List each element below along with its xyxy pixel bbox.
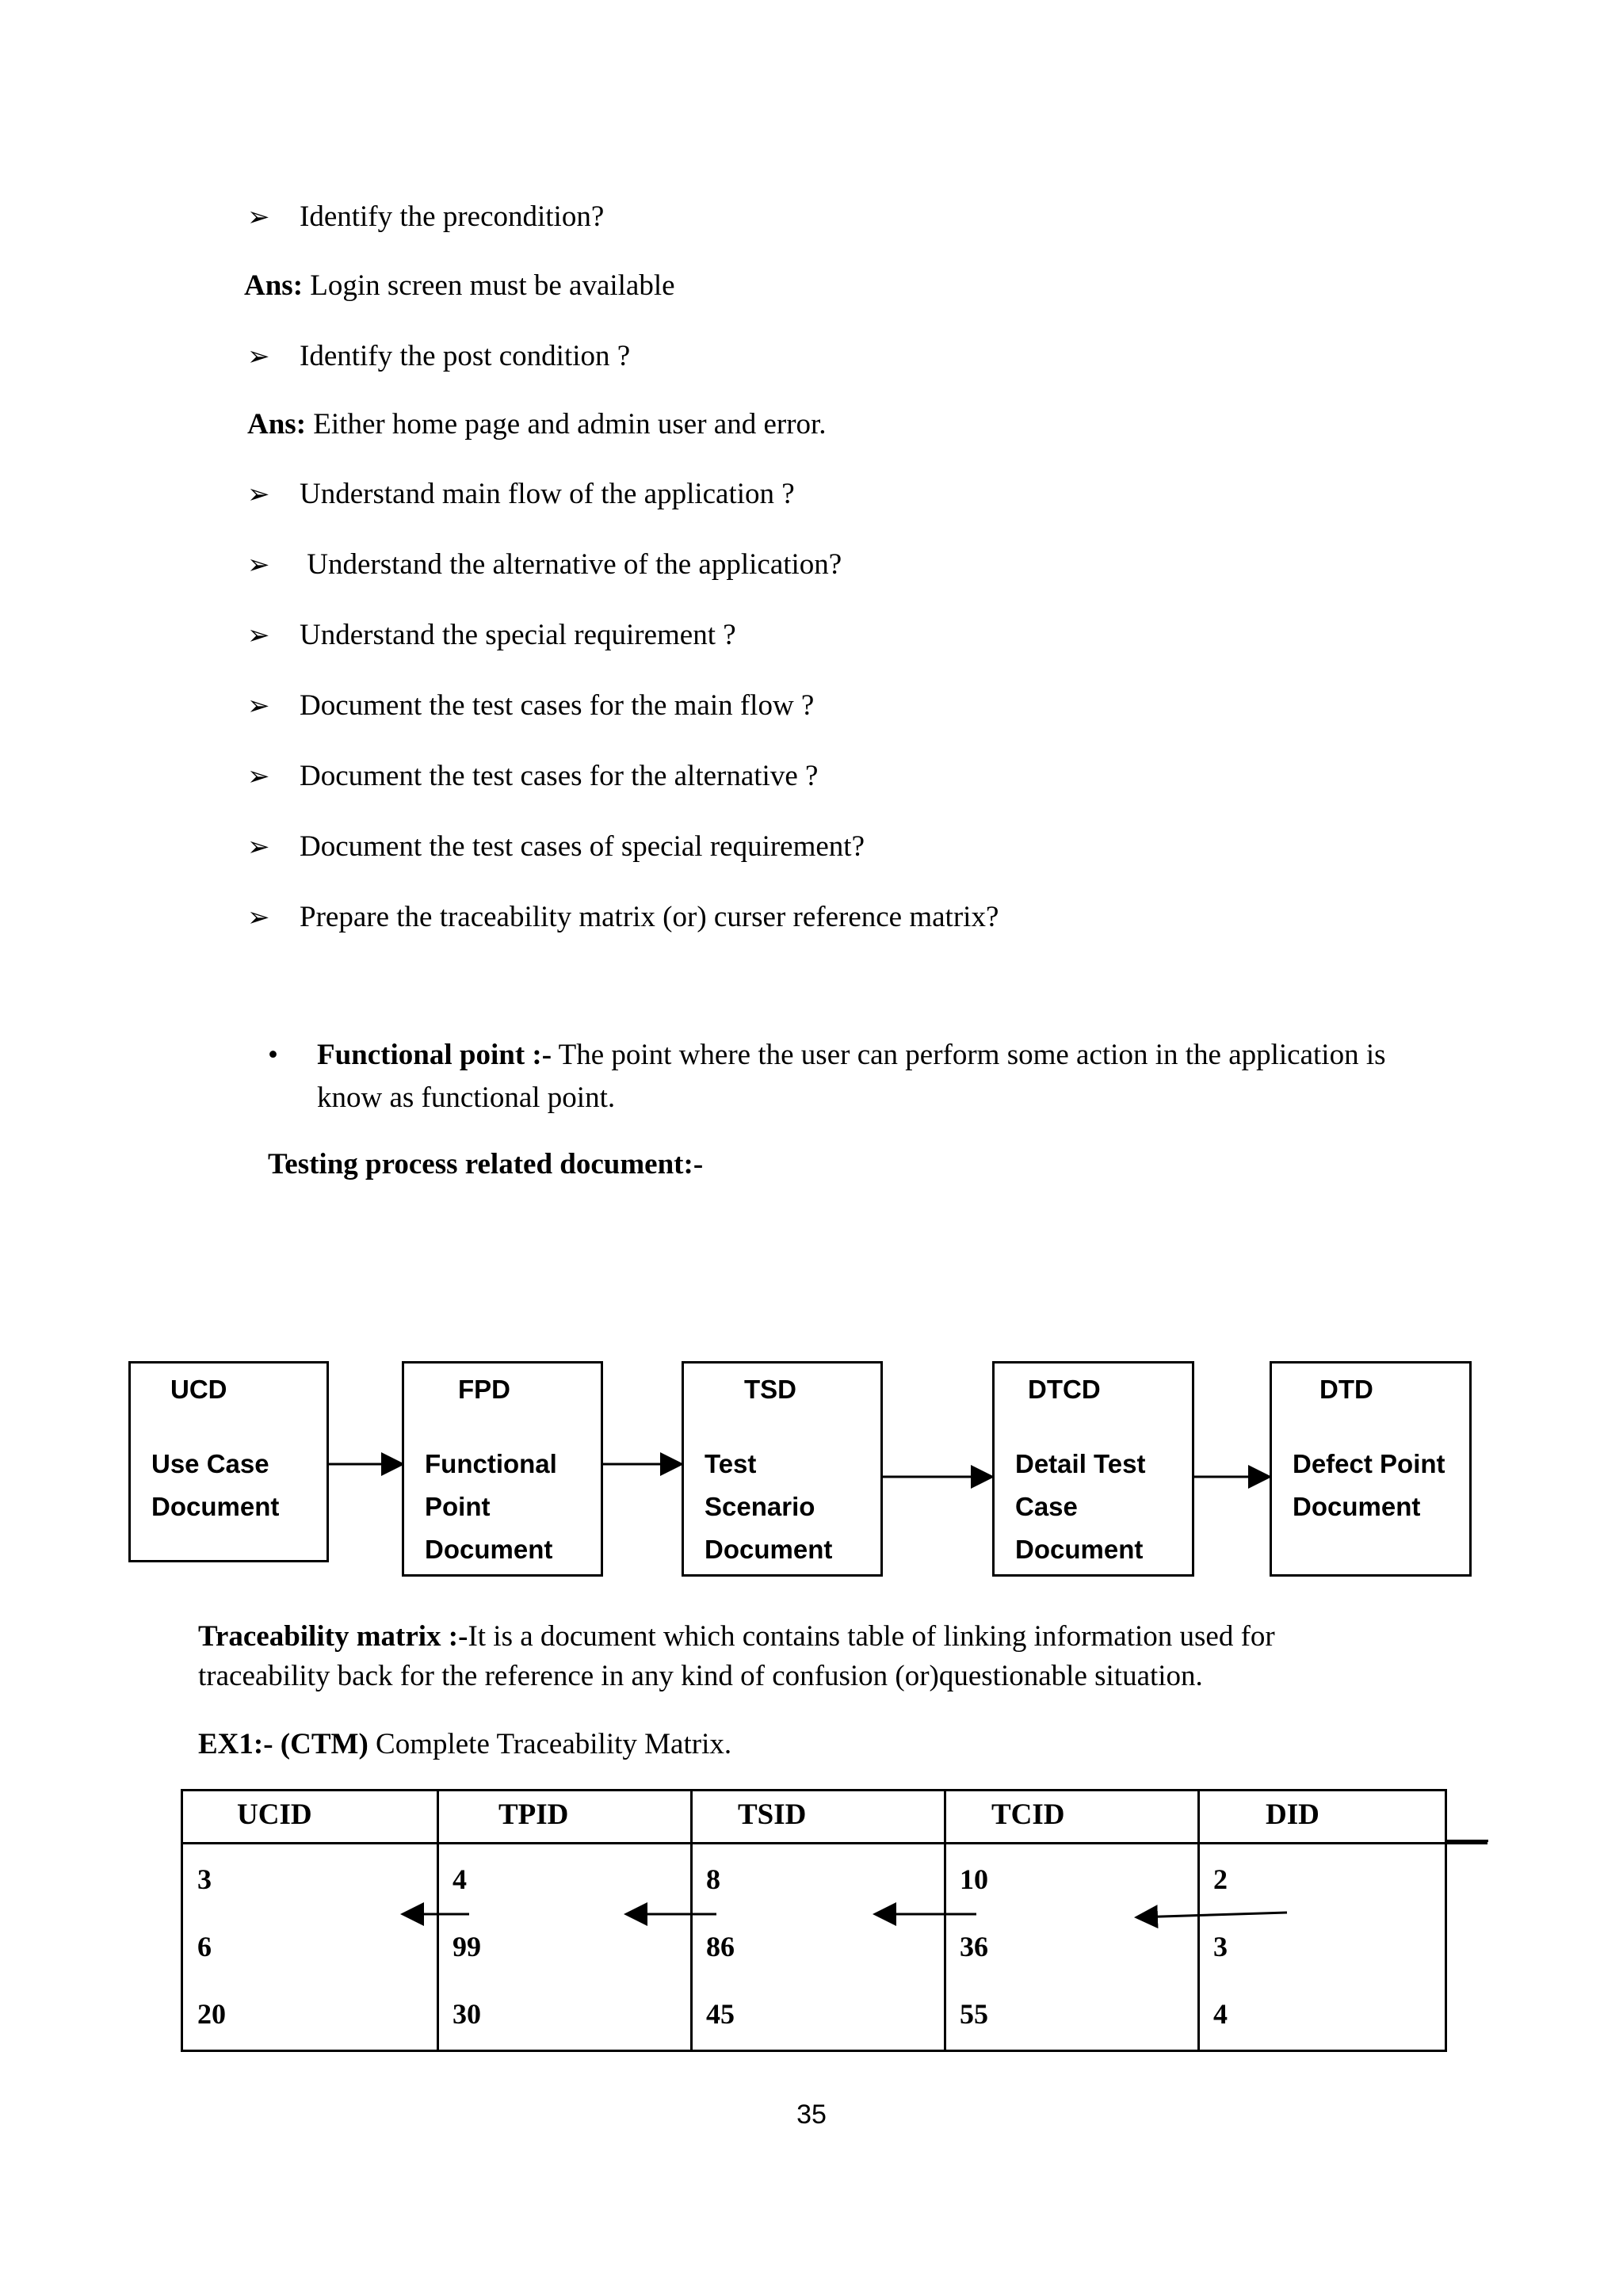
table-cell: 3 [1213, 1931, 1228, 1962]
table-cell: 3 [197, 1863, 212, 1895]
traceability-line-1: Traceability matrix :-It is a document which contains table of linking information used for [198, 1620, 1275, 1653]
table-cell: 4 [1213, 1998, 1228, 2030]
trace-arrow-4 [1136, 1913, 1287, 1917]
functional-point-line-1: Functional point :- The point where the user can perform some action in the application is [317, 1039, 1386, 1071]
testing-process-heading: Testing process related document:- [268, 1148, 704, 1180]
page-number: 35 [796, 2100, 827, 2130]
arrow-bullet-icon: ➢ [247, 903, 270, 933]
arrow-bullet-icon: ➢ [247, 833, 270, 862]
arrow-bullet-icon: ➢ [247, 203, 270, 232]
step-9: ➢ Prepare the traceability matrix (or) curser reference matrix? [247, 901, 999, 933]
table-cell: 45 [706, 1998, 735, 2030]
arrow-bullet-icon: ➢ [247, 762, 270, 791]
arrow-bullet-icon: ➢ [247, 342, 270, 372]
flow-box-description: Detail Test Case Document [1015, 1449, 1146, 1564]
table-cell: 10 [960, 1863, 988, 1895]
step-4: ➢ Understand the alternative of the application? [247, 548, 842, 581]
table-cell: 30 [453, 1998, 481, 2030]
answer-2: Ans: Either home page and admin user and error. [247, 408, 827, 441]
table-cell: 55 [960, 1998, 988, 2030]
bullet-dot-icon: • [268, 1039, 278, 1071]
column-header-tcid: TCID [991, 1798, 1065, 1831]
flow-box-code: DTCD [1028, 1375, 1101, 1404]
traceability-line-2: traceability back for the reference in any kind of confusion (or)questionable situation. [198, 1660, 1203, 1692]
column-header-tsid: TSID [738, 1798, 807, 1831]
flow-box-description: Test Scenario Document [705, 1449, 833, 1564]
table-cell: 6 [197, 1931, 212, 1962]
flow-box-description: Defect Point Document [1293, 1449, 1445, 1521]
arrow-bullet-icon: ➢ [247, 621, 270, 650]
arrow-bullet-icon: ➢ [247, 480, 270, 509]
flow-box-description: Functional Point Document [425, 1449, 557, 1564]
arrow-bullet-icon: ➢ [247, 692, 270, 721]
flow-box-code: DTD [1319, 1375, 1373, 1404]
functional-point-line-2: know as functional point. [317, 1081, 616, 1114]
table-cell: 36 [960, 1931, 988, 1962]
step-6: ➢ Document the test cases for the main flow ? [247, 689, 815, 722]
step-3: ➢ Understand main flow of the application ? [247, 478, 795, 510]
flow-box-code: FPD [458, 1375, 510, 1404]
flow-box-code: TSD [744, 1375, 796, 1404]
table-cell: 2 [1213, 1863, 1228, 1895]
table-cell: 20 [197, 1998, 226, 2030]
step-7: ➢ Document the test cases for the alternative ? [247, 760, 819, 792]
table-cell: 4 [453, 1863, 467, 1895]
arrow-bullet-icon: ➢ [247, 551, 270, 580]
table-cell: 86 [706, 1931, 735, 1962]
step-1: ➢ Identify the precondition? [247, 200, 605, 233]
flow-box-code: UCD [170, 1375, 227, 1404]
flow-box-description: Use Case Document [151, 1449, 280, 1521]
table-cell: 99 [453, 1931, 481, 1962]
step-5: ➢ Understand the special requirement ? [247, 619, 736, 651]
step-8: ➢ Document the test cases of special requirement? [247, 830, 865, 863]
answer-1: Ans: Login screen must be available [244, 269, 675, 302]
column-header-ucid: UCID [237, 1798, 312, 1831]
ex1-heading: EX1:- (CTM) Complete Traceability Matrix. [198, 1728, 732, 1760]
step-2: ➢ Identify the post condition ? [247, 340, 631, 372]
table-cell: 8 [706, 1863, 720, 1895]
column-header-tpid: TPID [498, 1798, 569, 1831]
column-header-did: DID [1266, 1798, 1319, 1831]
